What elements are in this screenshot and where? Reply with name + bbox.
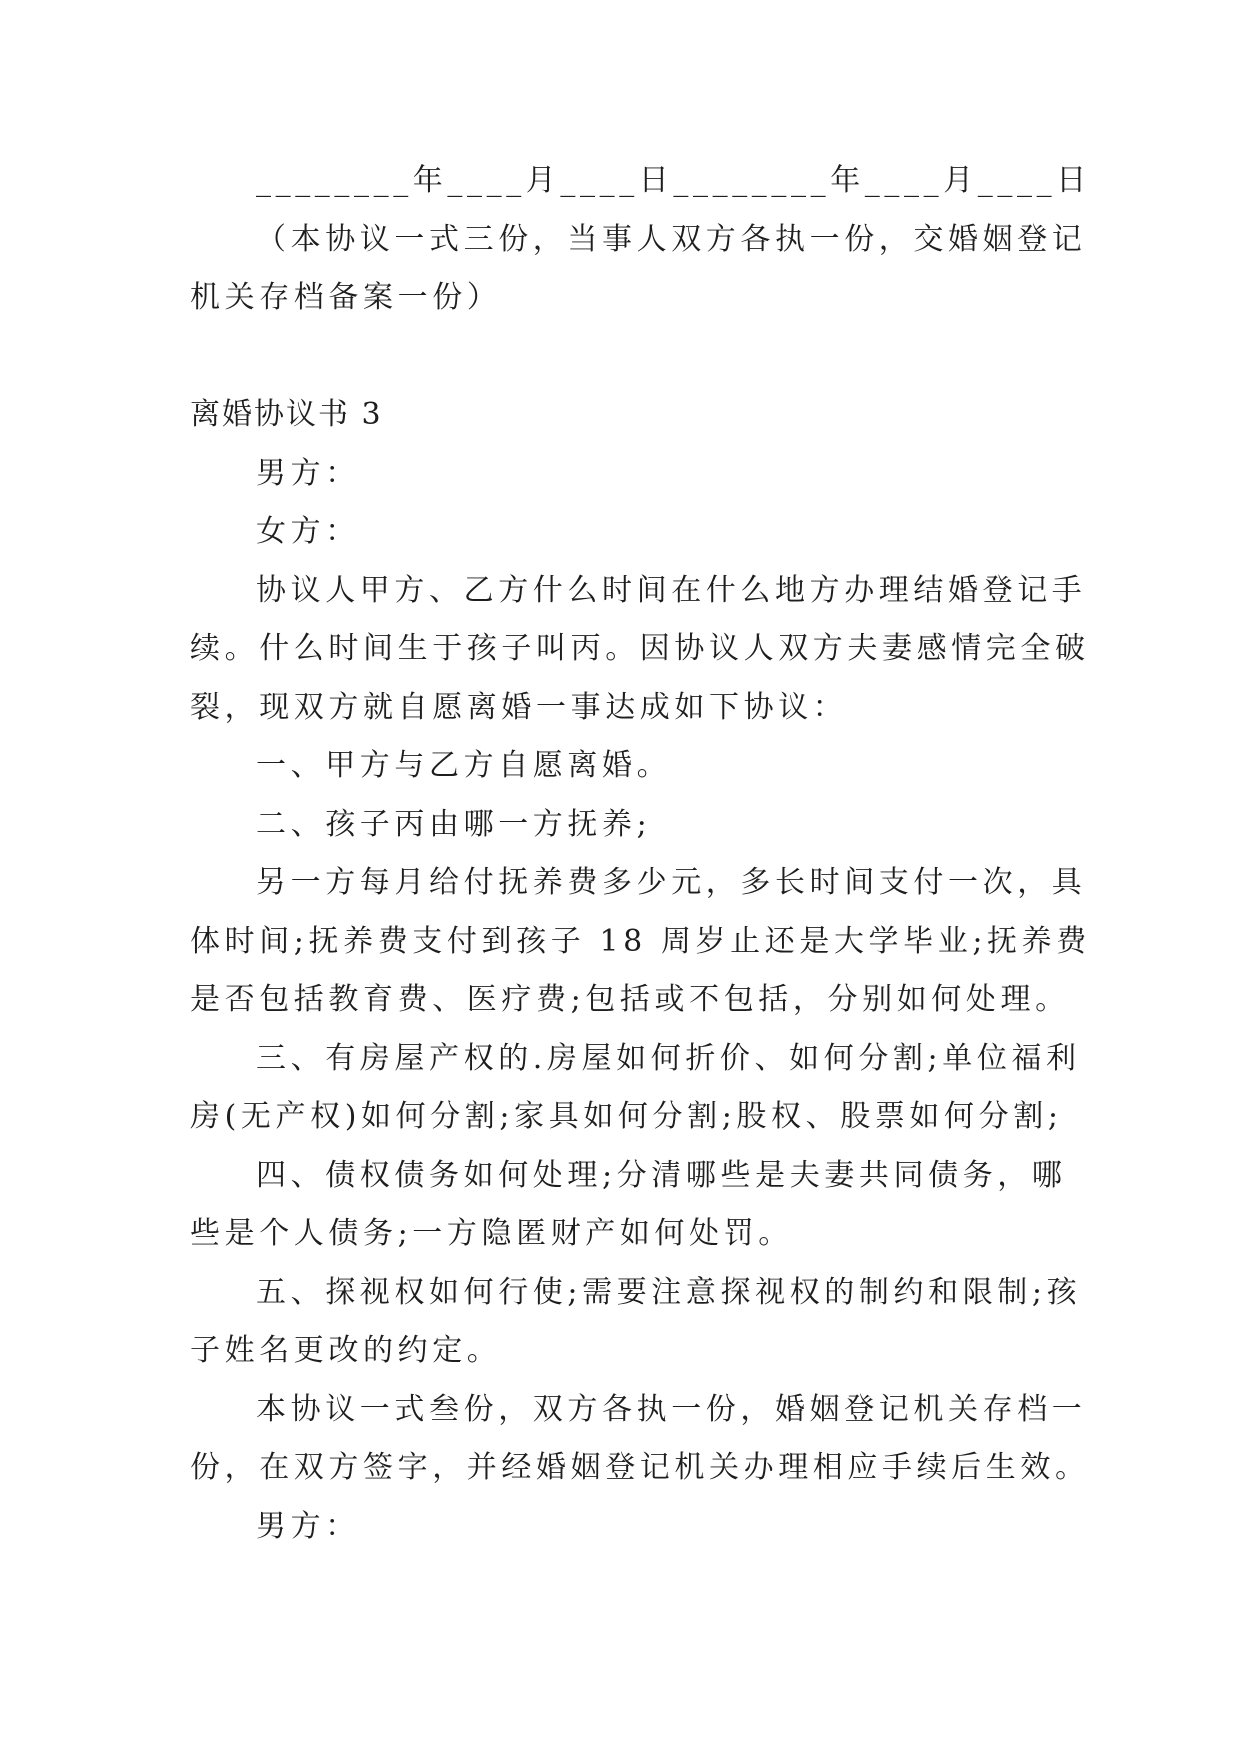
clause-2: 二、孩子丙由哪一方抚养; [256,806,652,842]
clause-3-line-2: 房(无产权)如何分割;家具如何分割;股权、股票如何分割; [190,1099,1063,1134]
female-party-label: 女方： [256,514,360,549]
closing-line-1: 本协议一式叁份，双方各执一份，婚姻登记机关存档一 [256,1391,1087,1427]
clause-1: 一、甲方与乙方自愿离婚。 [256,748,672,783]
clause-4-line-2: 些是个人债务;一方隐匿财产如何处罚。 [190,1216,793,1251]
clause-2-detail-line-1: 另一方每月给付抚养费多少元，多长时间支付一次，具 [256,865,1087,900]
closing-line-2: 份，在双方签字，并经婚姻登记机关办理相应手续后生效。 [190,1450,1090,1485]
clause-2-detail-line-2: 体时间;抚养费支付到孩子 18 周岁止还是大学毕业;抚养费 [190,923,1091,959]
clause-5-line-1: 五、探视权如何行使;需要注意探视权的制约和限制;孩 [256,1274,1082,1310]
clause-3-line-1: 三、有房屋产权的.房屋如何折价、如何分割;单位福利 [256,1040,1081,1076]
copies-note-line-2: 机关存档备案一份） [190,280,502,315]
signature-male-label: 男方： [256,1508,360,1544]
copies-note-line-1: （本协议一式三份，当事人双方各执一份，交婚姻登记 [256,221,1087,257]
male-party-label: 男方： [256,455,360,491]
intro-line-1: 协议人甲方、乙方什么时间在什么地方办理结婚登记手 [256,572,1087,608]
date-line: ________年____月____日________年____月____日 [256,163,1091,198]
intro-line-3: 裂，现双方就自愿离婚一事达成如下协议： [190,689,848,725]
clause-5-line-2: 子姓名更改的约定。 [190,1333,502,1368]
intro-line-2: 续。什么时间生于孩子叫丙。因协议人双方夫妻感情完全破 [190,631,1090,666]
document-body [190,152,1091,1556]
spacer [190,328,1060,387]
clause-2-detail-line-3: 是否包括教育费、医疗费;包括或不包括，分别如何处理。 [190,982,1070,1017]
document-title: 离婚协议书 3 [190,397,383,432]
clause-4-line-1: 四、债权债务如何处理;分清哪些是夫妻共同债务，哪 [256,1157,1067,1193]
